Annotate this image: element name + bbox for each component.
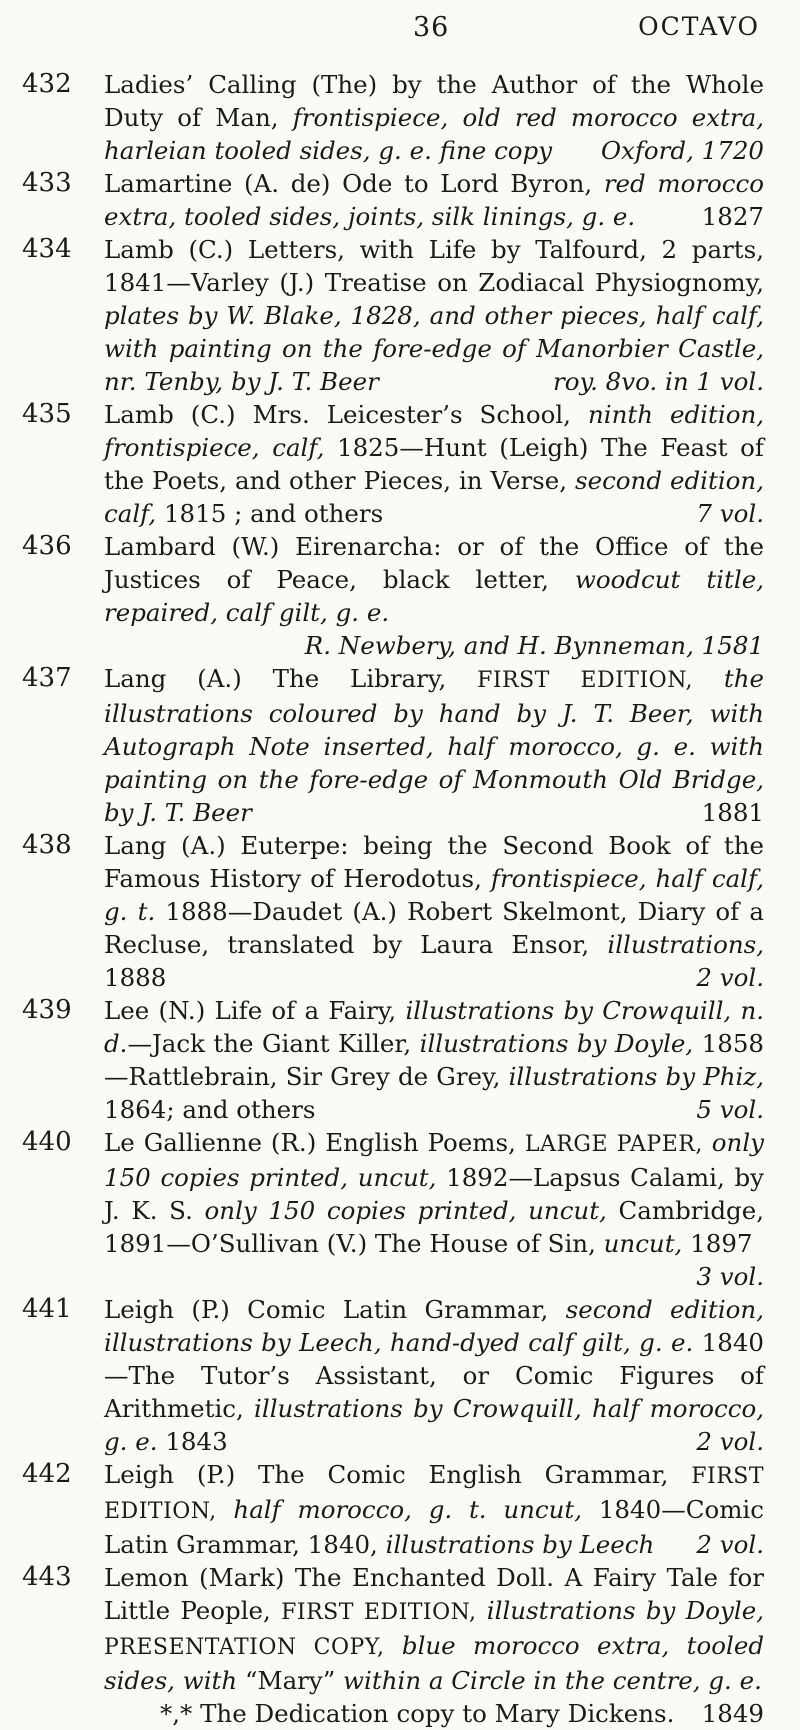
lot-text-run: Lamartine (A. de) Ode to Lord Byron, xyxy=(104,169,604,198)
lot-imprint: 2 vol. xyxy=(696,1530,764,1559)
lot-imprint: roy. 8vo. in 1 vol. xyxy=(553,367,764,396)
lot-text-run: frontispiece, old red morocco extra, harleian tooled sides, g. e. fine copy xyxy=(104,103,764,165)
lot-entry xyxy=(0,1126,800,1293)
lot-entry xyxy=(0,530,800,662)
lot-entry xyxy=(0,167,800,233)
lot-text-run: only 150 copies printed, uncut, xyxy=(204,1196,607,1225)
lot-text-run: 1840—Comic Latin Grammar, 1840, xyxy=(104,1495,764,1559)
lot-text-run: illustrations by Phiz, xyxy=(508,1062,764,1091)
lot-note: *,* The Dedication copy to Mary Dickens. xyxy=(160,1699,675,1728)
lot-number: 443 xyxy=(22,1562,72,1592)
lot-text-run: illustrations by Leech xyxy=(385,1530,655,1559)
lot-number: 437 xyxy=(22,663,72,693)
lot-text-run: FIRST EDITION, xyxy=(477,668,694,693)
lot-text-run: Lemon (Mark) The Enchanted Doll. A Fairy Tale for Little People, xyxy=(104,1563,764,1625)
lot-imprint: 2 vol. xyxy=(696,1427,764,1456)
lot-description xyxy=(104,530,764,660)
lot-text-run: plates by W. Blake, 1828, and other pieces, half calf, with painting on the fore-edge of Manorbier Castle, nr. Tenby, by J. T. Beer xyxy=(104,301,764,396)
lot-text-run: blue morocco extra, tooled sides, with xyxy=(104,1631,764,1695)
lot-entry xyxy=(0,829,800,994)
lot-text-run: Lamb (C.) Mrs. Leicester’s School, xyxy=(104,400,588,429)
lot-description xyxy=(104,1126,764,1291)
lot-number: 440 xyxy=(22,1127,72,1157)
lot-description xyxy=(104,829,764,994)
lot-text-run: half morocco, g. t. uncut, xyxy=(216,1495,583,1524)
lot-description xyxy=(104,1458,764,1561)
lot-text-run: second edition, calf, xyxy=(104,466,765,528)
lot-imprint: 1881 xyxy=(701,798,764,827)
lot-text-run: PRESENTATION COPY, xyxy=(104,1635,385,1660)
lot-description xyxy=(104,233,764,398)
lot-description xyxy=(104,398,764,530)
lot-text-run: 1815 ; and others xyxy=(156,499,384,528)
lot-text-run: second edition, illustrations by Leech, hand-dyed calf gilt, g. e. xyxy=(104,1295,764,1357)
lot-text-run: frontispiece, half calf, g. t. xyxy=(104,864,764,926)
lot-number: 436 xyxy=(22,531,72,561)
lot-text-run: FIRST EDITION, xyxy=(281,1600,477,1625)
lot-entry xyxy=(0,1561,800,1730)
lot-text-run: illustrations by Doyle, xyxy=(419,1029,694,1058)
lot-number: 435 xyxy=(22,399,72,429)
lot-entry xyxy=(0,398,800,530)
lot-text-run: —Jack the Giant Killer, xyxy=(127,1029,420,1058)
lot-text-run: 1843 xyxy=(157,1427,228,1456)
lot-text-run: FIRST EDITION, xyxy=(104,1464,764,1524)
lot-text-run: ninth edition, frontispiece, calf, xyxy=(104,400,765,462)
lot-text-run: only 150 copies printed, uncut, xyxy=(104,1128,764,1192)
lot-entry xyxy=(0,1293,800,1458)
lot-text-run: 1858—Rattlebrain, Sir Grey de Grey, xyxy=(104,1029,765,1091)
lot-description xyxy=(104,68,764,167)
lot-text-run: 1897 xyxy=(682,1229,753,1258)
lot-text-run: 1864; and others xyxy=(104,1095,316,1124)
lot-text-run: Lambard (W.) Eirenarcha: or of the Office of the Justices of Peace, black letter, xyxy=(104,532,764,594)
lot-text-run: 1892—Lapsus Calami, by J. K. S. xyxy=(104,1163,764,1225)
section-label: OCTAVO xyxy=(638,12,760,41)
lot-imprint: 5 vol. xyxy=(696,1095,764,1124)
lot-number: 438 xyxy=(22,830,72,860)
lot-description xyxy=(104,167,764,233)
lot-text-run: 1840—The Tutor’s Assistant, or Comic Figures of Arithmetic, xyxy=(104,1328,764,1423)
lot-text-run: Le Gallienne (R.) English Poems, xyxy=(104,1128,525,1157)
lot-imprint: Oxford, 1720 xyxy=(600,136,764,165)
lot-number: 432 xyxy=(22,69,72,99)
lot-imprint: 2 vol. xyxy=(696,963,764,992)
lot-text-run: Leigh (P.) Comic Latin Grammar, xyxy=(104,1295,566,1324)
lot-text-run: within a Circle in the centre, g. e. xyxy=(343,1666,762,1695)
lot-entry xyxy=(0,994,800,1126)
lot-text-run: illustrations by Crowquill, n. d. xyxy=(104,996,765,1058)
lot-text-run: 1825—Hunt (Leigh) The Feast of the Poets, and other Pieces, in Verse, xyxy=(104,433,764,495)
lot-entry xyxy=(0,1458,800,1561)
lot-description xyxy=(104,1293,764,1458)
lot-number: 433 xyxy=(22,168,72,198)
running-head xyxy=(0,12,800,52)
lot-text-run: Cambridge, 1891—O’Sullivan (V.) The House of Sin, xyxy=(104,1196,764,1258)
lot-imprint: R. Newbery, and H. Bynneman, 1581 xyxy=(304,631,764,660)
lot-text-run: Leigh (P.) The Comic English Grammar, xyxy=(104,1460,692,1489)
lot-text-run: 1888—Daudet (A.) Robert Skelmont, Diary of a Recluse, translated by Laura Ensor, xyxy=(104,897,764,959)
lot-text-run: the illustrations coloured by hand by J. T. Beer, with Autograph Note inserted, half morocco, g. e. with painting on the fore-edge of Monmouth Old Bridge, by J. T. Beer xyxy=(104,664,764,827)
lot-text-run: 1888 xyxy=(104,963,167,992)
lot-text-run: illustrations by Doyle, xyxy=(476,1596,764,1625)
lot-text-run: illustrations by Crowquill, half morocco, g. e. xyxy=(104,1394,764,1456)
lot-text-run: uncut, xyxy=(603,1229,683,1258)
lot-text-run: woodcut title, repaired, calf gilt, g. e. xyxy=(104,565,764,627)
lot-text-run: Lang (A.) The Library, xyxy=(104,664,478,693)
lot-text-run: Lamb (C.) Letters, with Life by Talfourd, 2 parts, 1841—Varley (J.) Treatise on Zodiacal Physiognomy, xyxy=(104,235,764,297)
lot-imprint: 7 vol. xyxy=(696,499,764,528)
lot-list xyxy=(0,68,800,1730)
lot-text-run: Ladies’ Calling (The) by the Author of the Whole Duty of Man, xyxy=(104,70,764,132)
lot-text-run: Lee (N.) Life of a Fairy, xyxy=(104,996,406,1025)
lot-entry xyxy=(0,68,800,167)
lot-imprint: 3 vol. xyxy=(696,1262,764,1291)
lot-text-run: “Mary” xyxy=(237,1666,344,1695)
lot-text-run: Lang (A.) Euterpe: being the Second Book of the Famous History of Herodotus, xyxy=(104,831,764,893)
lot-imprint: 1849 xyxy=(701,1699,764,1728)
lot-number: 439 xyxy=(22,995,72,1025)
lot-number: 442 xyxy=(22,1459,72,1489)
lot-text-run: red morocco extra, tooled sides, joints, silk linings, g. e. xyxy=(104,169,764,231)
lot-description xyxy=(104,662,764,829)
page-number: 36 xyxy=(413,12,450,43)
lot-imprint: 1827 xyxy=(701,202,764,231)
lot-entry xyxy=(0,233,800,398)
lot-entry xyxy=(0,662,800,829)
lot-text-run: LARGE PAPER, xyxy=(524,1132,703,1157)
lot-number: 441 xyxy=(22,1294,72,1324)
lot-description xyxy=(104,994,764,1126)
lot-text-run: illustrations, xyxy=(607,930,764,959)
lot-number: 434 xyxy=(22,234,72,264)
